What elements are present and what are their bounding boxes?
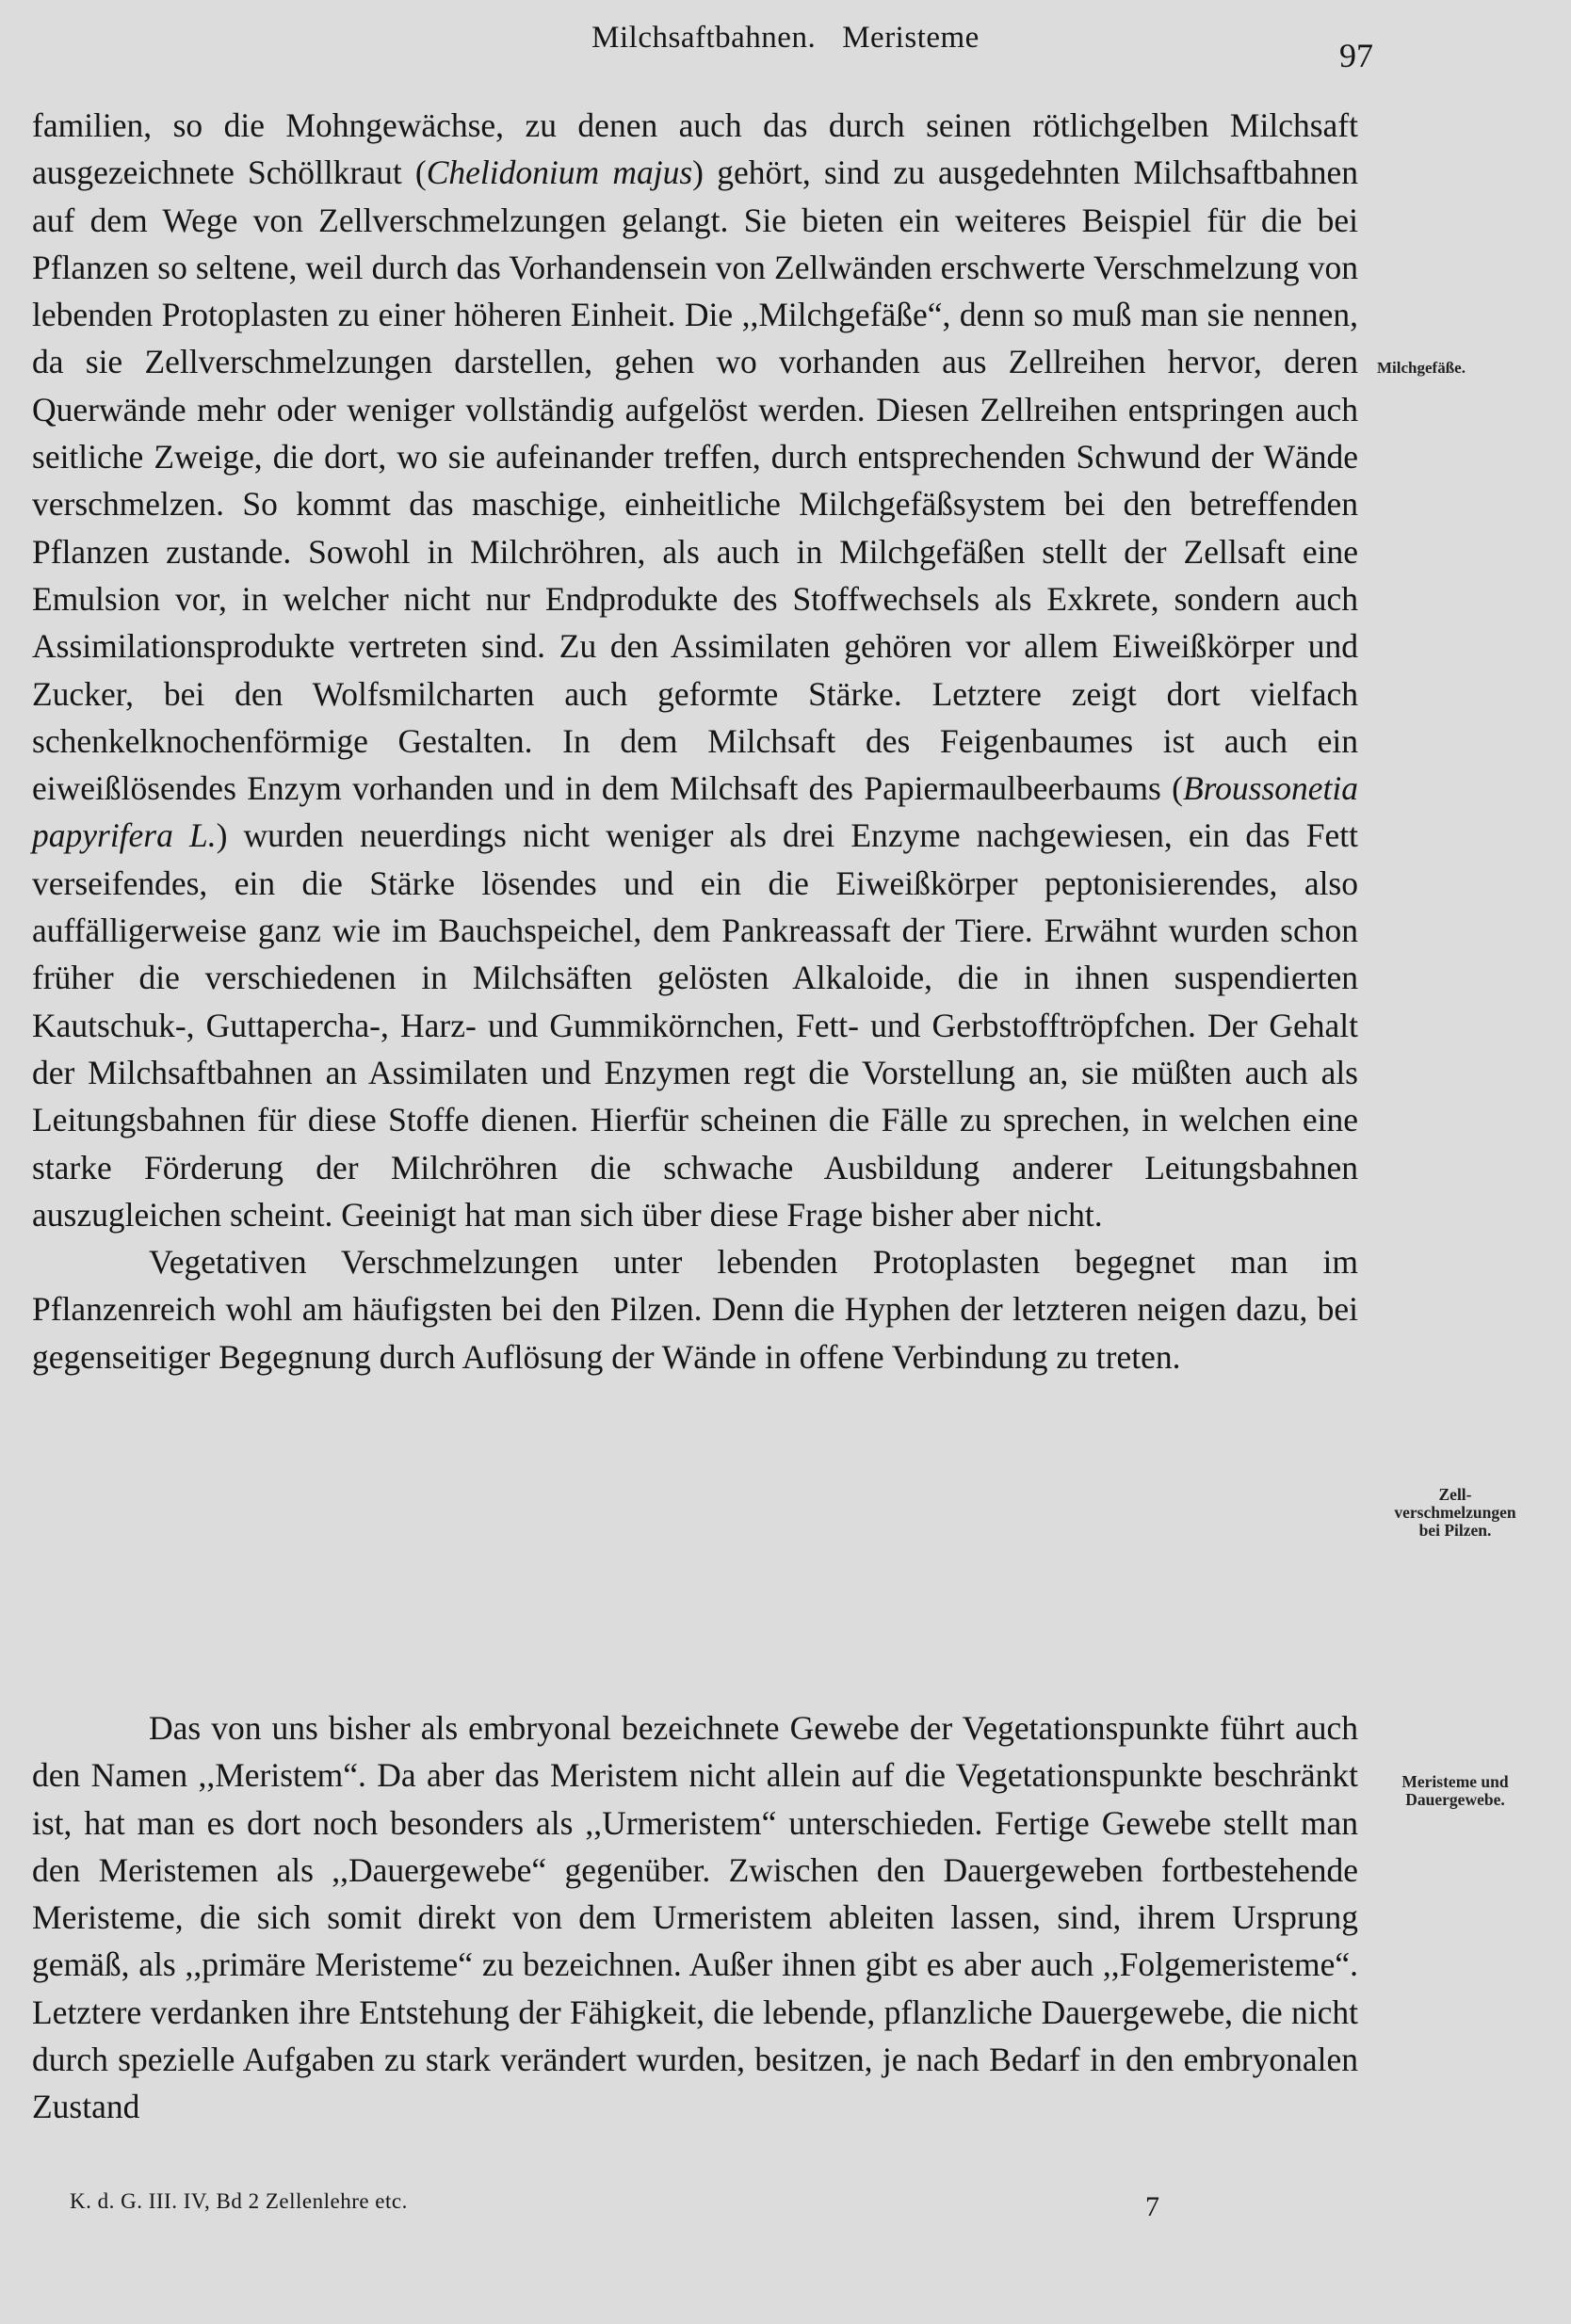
margin-note-zellverschmelzungen — [1356, 1486, 1554, 1540]
margin-note-line: Zell- — [1438, 1485, 1472, 1504]
italic-term: Chelidonium majus — [426, 153, 693, 192]
margin-note-line: Dauergewebe. — [1405, 1790, 1505, 1809]
page-number: 97 — [1339, 37, 1373, 74]
margin-note-line: verschmelzungen — [1394, 1503, 1516, 1522]
margin-note-line: Meristeme und — [1401, 1772, 1509, 1791]
text-run: ) gehört, sind zu ausgedehnten Milchsaftbahnen auf dem Wege von Zellverschmelzungen gelangt. Sie bieten ein weiteres Beispiel für die bei Pflanzen so seltene, weil durch das Vorhandensein von Zellwänden erschwerte Verschmelzung von lebenden Protoplasten zu einer höheren Einheit. Die ,,Milchgefäße“, denn so muß man sie nennen, da sie Zellverschmelzungen darstellen, gehen wo vorhanden aus Zellreihen hervor, deren Querwände mehr oder weniger vollständig aufgelöst werden. Diesen Zellreihen entspringen auch seitliche Zweige, die dort, wo sie aufeinander treffen, durch entsprechenden Schwund der Wände verschmelzen. So kommt das maschige, einheitliche Milchgefäßsystem bei den betreffenden Pflanzen zustande. Sowohl in Milchröhren, als auch in Milchgefäßen stellt der Zellsaft eine Emulsion vor, in welcher nicht nur Endprodukte des Stoffwechsels als Exkrete, sondern auch Assimilationsprodukte vertreten sind. Zu den Assimilaten gehören vor allem Eiweißkörper und Zucker, bei den Wolfsmilcharten auch geformte Stärke. Letztere zeigt dort vielfach schenkelknochenförmige Gestalten. In dem Milchsaft des Feigenbaumes ist auch ein eiweißlösendes Enzym vorhanden und in dem Milchsaft des Papiermaulbeerbaums ( — [32, 153, 1359, 808]
text-run: familien, so die Mohngewächse, zu denen auch das durch seinen rötlichgelben Milchsaft ausgezeichnete Schöllkraut ( — [32, 106, 1358, 192]
margin-note-milchgefaesse: Milchgefäße. — [1377, 359, 1466, 377]
running-head-right: Meristeme — [842, 21, 980, 55]
text-run: Vegetativen Verschmelzungen unter lebenden Protoplasten begegnet man im Pflanzenreich wohl am häufigsten bei den Pilzen. Denn die Hyphen der letzteren neigen dazu, bei gegenseitiger Begegnung durch Auflösung der Wände in offene Verbindung zu treten. — [32, 1243, 1358, 1376]
text-run: Das von uns bisher als embryonal bezeichnete Gewebe der Vegetationspunkte führt auch den Namen ,,Meristem“. Da aber das Meristem nicht allein auf die Vegetationspunkte beschränkt ist, hat man es dort noch besonders als ,,Urmeristem“ unterschieden. Fertige Gewebe stellt man den Meristemen als ,,Dauergewebe“ gegenüber. Zwischen den Dauergeweben fortbestehende Meristeme, die sich somit direkt von dem Urmeristem ableiten lassen, sind, ihrem Ursprung gemäß, als ,,primäre Meristeme“ zu bezeichnen. Außer ihnen gibt es aber auch ,,Folgemeristeme“. Letztere verdanken ihre Entstehung der Fähigkeit, die lebende, pflanzliche Dauergewebe, die nicht durch spezielle Aufgaben zu stark verändert wurden, besitzen, je nach Bedarf in den embryonalen Zustand — [32, 1709, 1358, 2126]
body-text-upper — [32, 102, 1358, 1380]
paragraph-zellverschmelzungen — [32, 1238, 1358, 1380]
text-run: ) wurden neuerdings nicht weniger als drei Enzyme nachgewiesen, ein das Fett verseifendes, ein die Stärke lösendes und ein die Eiweißkörper peptonisierendes, also auffälligerweise ganz wie im Bauchspeichel, dem Pankreassaft der Tiere. Erwähnt wurden schon früher die verschiedenen in Milchsäften gelösten Alkaloide, die in ihnen suspendierten Kautschuk-, Guttapercha-, Harz- und Gummikörnchen, Fett- und Gerbstofftröpfchen. Der Gehalt der Milchsaftbahnen an Assimilaten und Enzymen regt die Vorstellung an, sie müßten auch als Leitungsbahnen für diese Stoffe dienen. Hierfür scheinen die Fälle zu sprechen, in welchen eine starke Förderung der Milchröhren die schwache Ausbildung anderer Leitungsbahnen auszugleichen scheint. Geeinigt hat man sich über diese Frage bisher aber nicht. — [32, 816, 1358, 1234]
footer-signature: K. d. G. III. IV, Bd 2 Zellenlehre etc. — [70, 2189, 408, 2213]
italic-term: Broussonetia papyrifera L. — [32, 769, 1358, 855]
paragraph-milchsaftbahnen — [32, 102, 1358, 1238]
running-head — [0, 21, 1571, 56]
margin-note-meristeme — [1356, 1773, 1554, 1809]
margin-note-line: bei Pilzen. — [1418, 1521, 1492, 1540]
running-head-left: Milchsaftbahnen. — [591, 21, 817, 55]
paragraph-meristeme — [32, 1704, 1358, 2131]
body-text-lower — [32, 1704, 1358, 2131]
footer-sheet-number: 7 — [1145, 2191, 1159, 2222]
